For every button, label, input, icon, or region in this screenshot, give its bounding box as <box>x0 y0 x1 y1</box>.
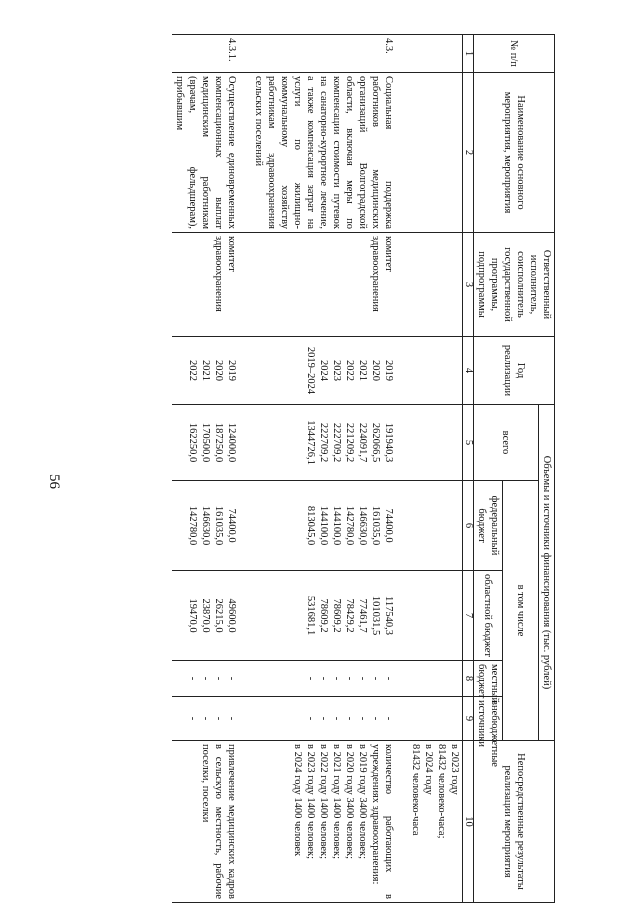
local-value: - <box>200 676 211 681</box>
col-number: 9 <box>463 697 474 741</box>
federal-value: 74400,0 <box>383 508 394 543</box>
row-results <box>251 741 396 903</box>
nonbudget-value: - <box>357 716 368 721</box>
local-value: - <box>226 676 237 681</box>
federal-value: 144100,0 <box>318 505 329 546</box>
regional-value: 531681,1 <box>305 595 316 636</box>
header-num: № п/п <box>474 35 555 73</box>
total-value: 170500,0 <box>200 422 211 463</box>
local-value: - <box>213 676 224 681</box>
total-value: 222709,2 <box>331 422 342 463</box>
row-regional <box>172 571 239 661</box>
total-value: 262066,5 <box>370 422 381 463</box>
header-executor: Ответственный исполнитель, соисполнитель государственной программы, подпрограммы <box>474 233 555 337</box>
row-total <box>251 405 396 481</box>
header-year: Год реализации <box>474 337 555 405</box>
header-including: в том числе <box>503 481 539 741</box>
header-results: Непосредственные результаты реализации мероприятия <box>474 741 555 903</box>
col-number: 5 <box>463 405 474 481</box>
row-results <box>172 741 239 903</box>
prev-results-line: в 2024 году <box>423 744 434 795</box>
row-local <box>172 661 239 697</box>
row-years <box>172 337 239 405</box>
row-nonbudget <box>172 697 239 741</box>
total-value: 221209,2 <box>344 422 355 463</box>
nonbudget-value: - <box>305 716 316 721</box>
row-name: Осуществление единовременных компенсационных выплат медицинским работникам (врачам, фельдшерам), прибывшим <box>172 73 239 233</box>
col-number: 1 <box>463 35 474 73</box>
total-value: 124000,0 <box>226 422 237 463</box>
federal-value: 74400,0 <box>226 508 237 543</box>
result-line: в 2024 году 1400 человек <box>292 744 303 857</box>
header-nonbudget: внебюджетные источники <box>474 697 503 741</box>
row-regional <box>251 571 396 661</box>
result-line: в 2023 году 1400 человек; <box>305 744 316 860</box>
row-name: Социальная поддержка работников медицинских организаций Волгоградской области, включая меры по компенсации стоимости путевок на санаторно-курортное лечение, а также компенсация затрат на услуги по жилищно-коммунальному хозяйству работникам здравоохранения сельских поселений <box>251 73 396 233</box>
local-value: - <box>383 676 394 681</box>
local-value: - <box>305 676 316 681</box>
table-body <box>172 35 463 903</box>
nonbudget-value: - <box>200 716 211 721</box>
local-value: - <box>318 676 329 681</box>
rotated-table-container <box>85 34 555 902</box>
row-nonbudget <box>251 697 396 741</box>
regional-value: 26215,0 <box>213 598 224 633</box>
header-local: местный бюджет <box>474 661 503 697</box>
year-value: 2022 <box>187 360 198 381</box>
row-id: 4.3.1. <box>172 35 239 73</box>
col-number: 2 <box>463 73 474 233</box>
result-line: в 2020 году 3400 человек; <box>344 744 355 860</box>
regional-value: 101031,5 <box>370 595 381 636</box>
total-value: 162250,0 <box>187 422 198 463</box>
nonbudget-value: - <box>226 716 237 721</box>
regional-value: 19470,0 <box>187 598 198 633</box>
row-federal <box>251 481 396 571</box>
result-line: в 2019 году 3400 человек; <box>357 744 368 860</box>
year-value: 2024 <box>318 360 329 381</box>
result-line: в 2021 году 1400 человек; <box>331 744 342 860</box>
total-value: 1344726,1 <box>305 420 316 465</box>
row-years <box>251 337 396 405</box>
table-row <box>251 35 396 903</box>
col-number: 8 <box>463 661 474 697</box>
year-value: 2022 <box>344 360 355 381</box>
header-total: всего <box>474 405 539 481</box>
header-regional: областной бюджет <box>474 571 503 661</box>
table-row <box>172 35 239 903</box>
nonbudget-value: - <box>344 716 355 721</box>
regional-value: 78609,2 <box>318 598 329 633</box>
table-header <box>463 35 555 903</box>
regional-value: 23870,0 <box>200 598 211 633</box>
federal-value: 813045,0 <box>305 505 316 546</box>
header-federal: федеральный бюджет <box>474 481 503 571</box>
year-value: 2020 <box>213 360 224 381</box>
result-line: количество работающих в учреждениях здравоохранения: <box>370 744 394 899</box>
prev-results-line: 81432 человеко-часа; <box>436 744 447 839</box>
federal-value: 142780,0 <box>187 505 198 546</box>
row-federal <box>172 481 239 571</box>
prev-results-cell <box>408 741 463 903</box>
table-row-continuation <box>408 35 463 903</box>
nonbudget-value: - <box>187 716 198 721</box>
local-value: - <box>187 676 198 681</box>
result-line: привлечение медицинских кадров в сельскую местность, рабочие поселки, поселки <box>200 744 237 899</box>
total-value: 187250,0 <box>213 422 224 463</box>
result-line: в 2022 году 1400 человек; <box>318 744 329 860</box>
year-value: 2023 <box>331 360 342 381</box>
row-total <box>172 405 239 481</box>
funding-table <box>172 34 555 903</box>
federal-value: 161035,0 <box>213 505 224 546</box>
nonbudget-value: - <box>213 716 224 721</box>
col-number: 7 <box>463 571 474 661</box>
nonbudget-value: - <box>318 716 329 721</box>
regional-value: 49600,0 <box>226 598 237 633</box>
regional-value: 78429,2 <box>344 598 355 633</box>
row-id: 4.3. <box>251 35 396 73</box>
nonbudget-value: - <box>331 716 342 721</box>
year-value: 2021 <box>200 360 211 381</box>
federal-value: 146630,0 <box>200 505 211 546</box>
column-number-row <box>463 35 474 903</box>
year-value: 2019–2024 <box>305 346 316 395</box>
local-value: - <box>331 676 342 681</box>
federal-value: 144100,0 <box>331 505 342 546</box>
col-number: 10 <box>463 741 474 903</box>
col-number: 4 <box>463 337 474 405</box>
col-number: 3 <box>463 233 474 337</box>
year-value: 2021 <box>357 360 368 381</box>
col-number: 6 <box>463 481 474 571</box>
total-value: 191940,3 <box>383 422 394 463</box>
federal-value: 142780,0 <box>344 505 355 546</box>
total-value: 222709,2 <box>318 422 329 463</box>
nonbudget-value: - <box>370 716 381 721</box>
prev-results-line: 81432 человеко-часа <box>410 744 421 836</box>
regional-value: 77461,7 <box>357 598 368 633</box>
local-value: - <box>357 676 368 681</box>
row-executor: комитет здравоохранения <box>251 233 396 337</box>
total-value: 224091,7 <box>357 422 368 463</box>
federal-value: 161035,0 <box>370 505 381 546</box>
row-local <box>251 661 396 697</box>
year-value: 2020 <box>370 360 381 381</box>
federal-value: 146630,0 <box>357 505 368 546</box>
row-executor: комитет здравоохранения <box>172 233 239 337</box>
header-name: Наименование основного мероприятия, мероприятия <box>474 73 555 233</box>
regional-value: 78609,2 <box>331 598 342 633</box>
regional-value: 117540,3 <box>383 596 394 635</box>
nonbudget-value: - <box>383 716 394 721</box>
page-number: 56 <box>46 474 62 489</box>
year-value: 2019 <box>226 360 237 381</box>
local-value: - <box>344 676 355 681</box>
local-value: - <box>370 676 381 681</box>
year-value: 2019 <box>383 360 394 381</box>
header-funding-group: Объемы и источники финансирования (тыс. рублей) <box>539 405 555 741</box>
prev-results-line: в 2023 году <box>449 744 460 795</box>
